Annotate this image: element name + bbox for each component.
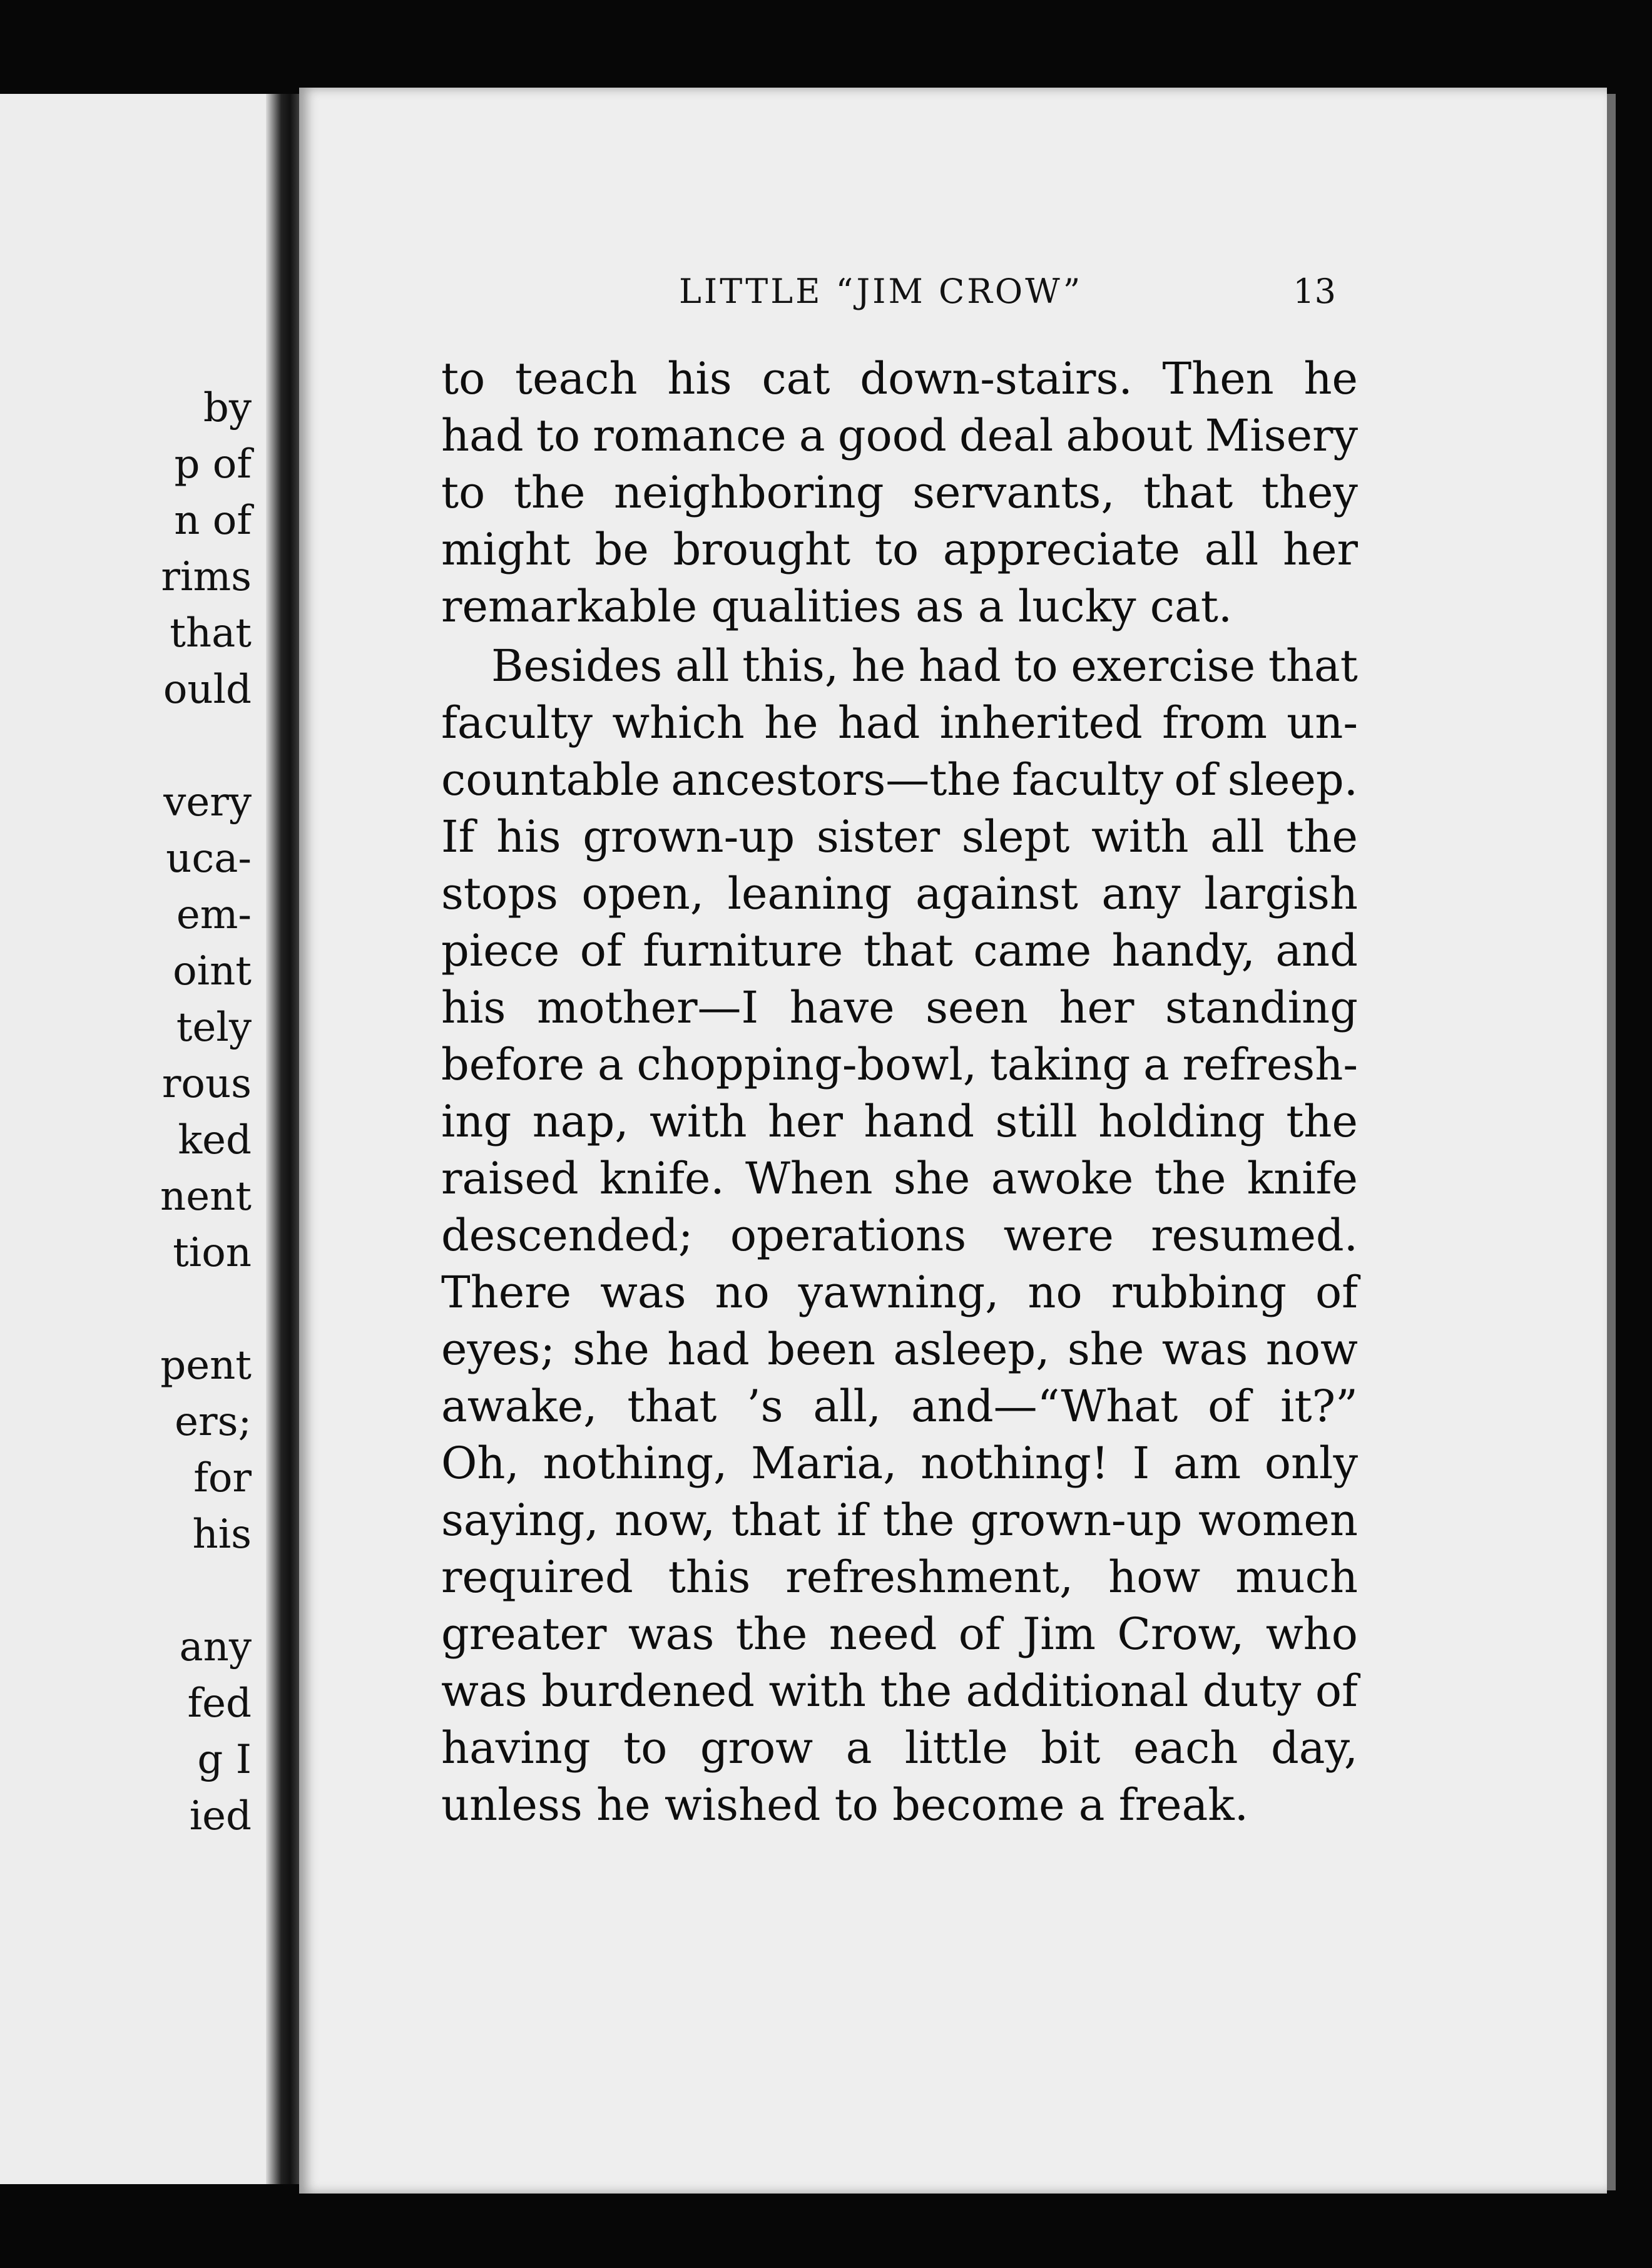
text-line: had to romance a good deal about Misery — [441, 410, 1358, 461]
text-line: faculty which he had inherited from un- — [441, 697, 1358, 748]
text-line: Oh, nothing, Maria, nothing! I am only — [441, 1438, 1358, 1489]
left-page-line: ould — [163, 667, 252, 713]
left-page-line: nent — [160, 1173, 252, 1220]
left-page-line: n of — [174, 498, 252, 544]
left-page-line: tion — [173, 1230, 252, 1276]
text-line: required this refreshment, how much — [441, 1551, 1358, 1603]
left-page-line: g I — [197, 1737, 252, 1783]
text-line: his mother—I have seen her standing — [441, 982, 1358, 1033]
left-page-line: by — [203, 385, 252, 431]
paragraph — [441, 638, 1358, 1834]
left-page-line: ied — [189, 1793, 252, 1839]
page-number: 13 — [1293, 271, 1336, 311]
text-line: piece of furniture that came handy, and — [441, 925, 1358, 976]
left-page-line: his — [192, 1511, 252, 1558]
text-line: If his grown-up sister slept with all the — [441, 811, 1358, 862]
text-line: to the neighboring servants, that they — [441, 467, 1358, 518]
text-line: having to grow a little bit each day, — [441, 1722, 1358, 1774]
running-header — [679, 263, 1336, 319]
left-page-line: any — [179, 1624, 252, 1670]
text-line: before a chopping-bowl, taking a refresh- — [441, 1039, 1358, 1090]
text-line: to teach his cat down-stairs. Then he — [441, 353, 1358, 404]
left-page-line: tely — [176, 1004, 252, 1051]
text-line: descended; operations were resumed. — [441, 1210, 1358, 1261]
left-page-line: ked — [178, 1117, 252, 1163]
text-line: was burdened with the additional duty of — [441, 1665, 1358, 1717]
left-page-line: rous — [161, 1061, 252, 1107]
text-line: might be brought to appreciate all her — [441, 524, 1358, 575]
text-line: unless he wished to become a freak. — [441, 1779, 1248, 1831]
left-page-line: p of — [174, 441, 252, 488]
left-page-line: oint — [173, 948, 252, 994]
left-page-line: pent — [160, 1342, 252, 1389]
body-text — [441, 350, 1358, 1834]
text-line: eyes; she had been asleep, she was now — [441, 1324, 1358, 1375]
text-line: raised knife. When she awoke the knife — [441, 1153, 1358, 1204]
left-page — [0, 94, 275, 2184]
text-line: stops open, leaning against any largish — [441, 868, 1358, 919]
left-page-line: rims — [161, 554, 252, 600]
left-page-line: for — [193, 1455, 252, 1501]
left-page-line: uca- — [166, 835, 252, 882]
text-line: countable ancestors—the faculty of sleep. — [441, 754, 1358, 805]
text-line: awake, that ’s all, and—“What of it?” — [441, 1381, 1358, 1432]
text-line: greater was the need of Jim Crow, who — [441, 1608, 1358, 1660]
left-page-line: em- — [176, 892, 252, 938]
left-page-line: very — [163, 779, 252, 825]
text-line: ing nap, with her hand still holding the — [441, 1096, 1358, 1147]
paragraph — [441, 350, 1358, 635]
text-line: Besides all this, he had to exercise that — [491, 640, 1358, 692]
text-line: saying, now, that if the grown-up women — [441, 1494, 1358, 1546]
page-edge — [1607, 94, 1616, 2190]
left-page-line: fed — [187, 1680, 252, 1727]
running-title: LITTLE “JIM CROW” — [679, 271, 1083, 311]
text-line: There was no yawning, no rubbing of — [441, 1267, 1358, 1318]
left-page-line: that — [170, 610, 252, 656]
left-page-line: ers; — [175, 1399, 252, 1445]
text-line: remarkable qualities as a lucky cat. — [441, 581, 1233, 632]
